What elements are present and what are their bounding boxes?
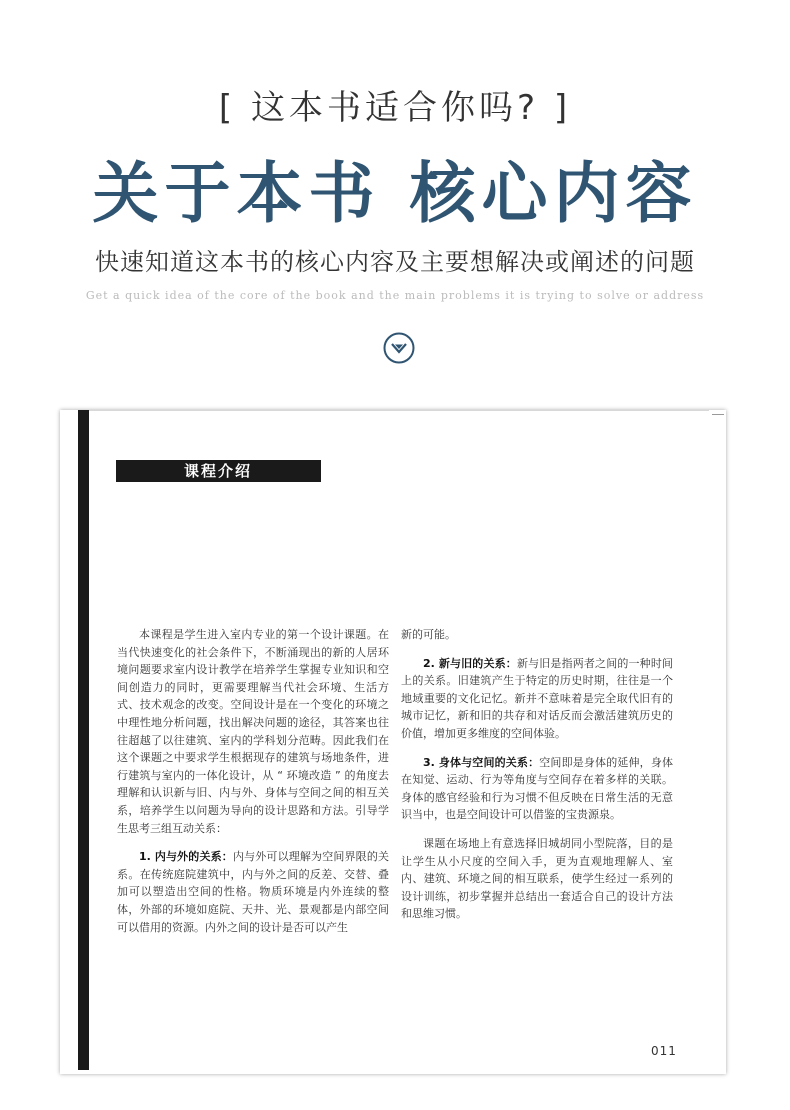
header-banner	[0, 0, 790, 410]
bracket-title: [ 这本书适合你吗? ]	[218, 88, 572, 128]
main-title: 关于本书 核心内容	[92, 154, 698, 232]
intro-paragraph: 本课程是学生进入室内专业的第一个设计课题。在当代快速变化的社会条件下，不断涌现出的新的人居环境问题要求室内设计教学在培养学生掌握专业知识和空间创造力的同时，更需要理解当代社会环境、生活方式、技术观念的改变。空间设计是在一个变化的环境之中理性地分析问题，找出解决问题的途径，其答案也往往超越了以往建筑、室内的学科划分范畴。因此我们在这个课题之中要求学生根据现存的建筑与场地条件，进行建筑与室内的一体化设计，从 “ 环境改造 ” 的角度去理解和认识新与旧、内与外、身体与空间之间的相互关系，培养学生以问题为导向的设计思路和方法。引导学生思考三组互动关系：	[117, 628, 389, 835]
subtitle-english: Get a quick idea of the core of the book and the main problems it is trying to solve or address	[85, 289, 705, 302]
page-edge-mark	[712, 414, 724, 415]
chevron-down-circle-icon	[383, 332, 415, 364]
continuation-text: 新的可能。	[401, 628, 456, 641]
page-top-divider	[89, 410, 709, 411]
point-heading: 3. 身体与空间的关系：	[423, 755, 540, 769]
point-body: 空间即是身体的延伸，身体在知觉、运动、行为等角度与空间存在着多样的关联。身体的感官经验和行为习惯不但反映在日常生活的无意识当中，也是空间设计可以借鉴的宝贵源泉。	[401, 755, 673, 822]
point-new-old	[401, 655, 673, 743]
section-label: 课程介绍	[116, 460, 321, 482]
point-body: 新与旧是指两者之间的一种时间上的关系。旧建筑产生于特定的历史时期，往往是一个地域重要的文化记忆。新并不意味着是完全取代旧有的城市记忆，新和旧的共存和对话反而会激活建筑历史的价值，增加更多维度的空间体验。	[401, 656, 673, 740]
point-body: 内与外可以理解为空间界限的关系。在传统庭院建筑中，内与外之间的反差、交替、叠加可以塑造出空间的性格。物质环境是内外连续的整体，外部的环境如庭院、天井、光、景观都是内部空间可以借用的资源。内外之间的设计是否可以产生	[117, 850, 389, 934]
page-spine-bar	[78, 410, 89, 1070]
right-text-column	[401, 626, 673, 934]
point-inside-outside	[117, 848, 389, 936]
left-text-column	[117, 626, 389, 947]
point-body-space	[401, 754, 673, 824]
point-heading: 2. 新与旧的关系：	[423, 656, 517, 670]
point-heading: 1. 内与外的关系：	[139, 850, 233, 864]
closing-paragraph: 课题在场地上有意选择旧城胡同小型院落，目的是让学生从小尺度的空间入手，更为直观地理解人、室内、建筑、环境之间的相互联系，使学生经过一系列的设计训练，初步掌握并总结出一套适合自己的设计方法和思维习惯。	[401, 836, 673, 921]
page-number: 011	[651, 1044, 677, 1058]
subtitle: 快速知道这本书的核心内容及主要想解决或阐述的问题	[95, 248, 695, 276]
